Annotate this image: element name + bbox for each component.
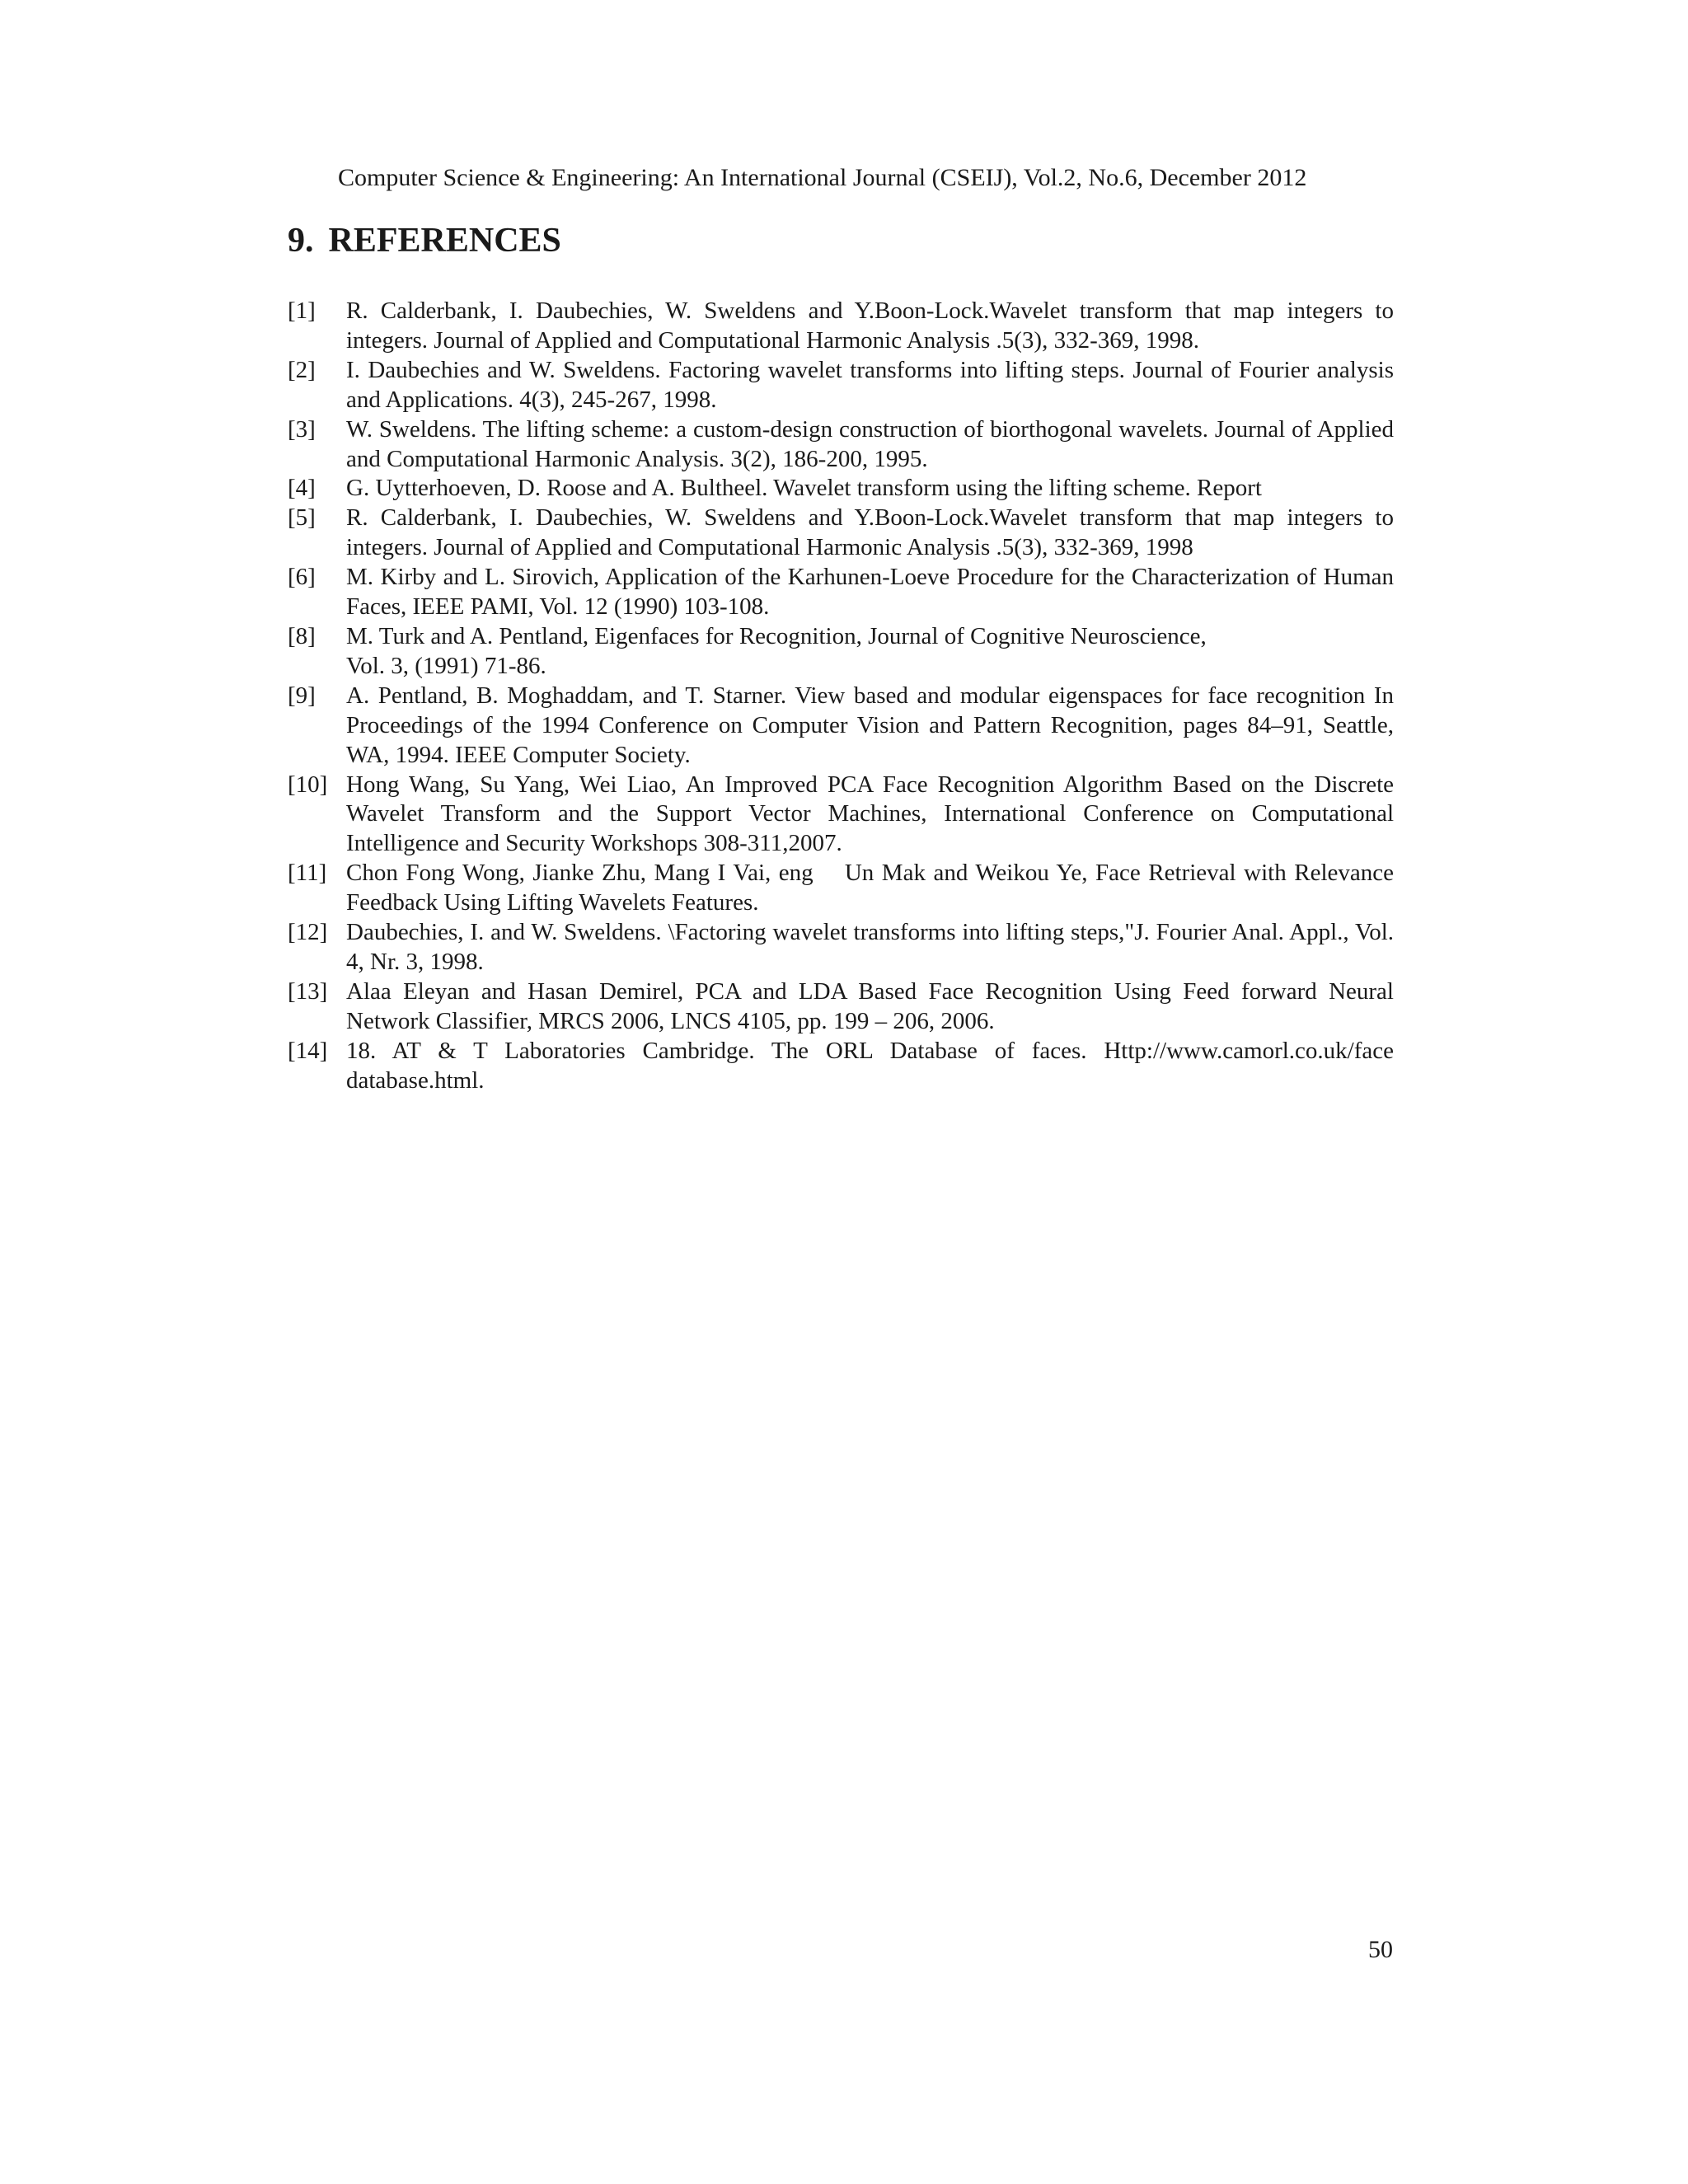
reference-label: [3]	[288, 415, 316, 443]
reference-label: [5]	[288, 504, 316, 532]
reference-text: W. Sweldens. The lifting scheme: a custom-design construction of biorthogonal wavelets. Journal of Applied and Computational Harmonic Analysis. 3(2), 186-200, 1995.	[346, 415, 1394, 472]
reference-text: Daubechies, I. and W. Sweldens. \Factoring wavelet transforms into lifting steps,"J. Fourier Anal. Appl., Vol. 4, Nr. 3, 1998.	[346, 919, 1394, 975]
running-header: Computer Science & Engineering: An International Journal (CSEIJ), Vol.2, No.6, December 2012	[338, 164, 1307, 191]
reference-item	[288, 977, 1394, 1037]
page-number: 50	[1368, 1936, 1393, 1963]
reference-text	[346, 622, 1394, 682]
reference-item	[288, 563, 1394, 622]
reference-text: Alaa Eleyan and Hasan Demirel, PCA and LDA Based Face Recognition Using Feed forward Neural Network Classifier, MRCS 2006, LNCS 4105, pp. 199 – 206, 2006.	[346, 977, 1394, 1034]
reference-label: [6]	[288, 564, 316, 591]
reference-label: [8]	[288, 622, 316, 649]
reference-label: [2]	[288, 356, 316, 383]
reference-label: [11]	[288, 860, 327, 887]
reference-item	[288, 859, 1394, 918]
reference-item	[288, 415, 1394, 475]
reference-label: [14]	[288, 1037, 328, 1064]
reference-text: R. Calderbank, I. Daubechies, W. Sweldens and Y.Boon-Lock.Wavelet transform that map integers to integers. Journal of Applied and Computational Harmonic Analysis .5(3), 332-369, 1998.	[346, 298, 1394, 354]
reference-text: A. Pentland, B. Moghaddam, and T. Starner. View based and modular eigenspaces for face recognition In Proceedings of the 1994 Conference on Computer Vision and Pattern Recognition, pages 84–91, Seattle, WA, 1994. IEEE Computer Society.	[346, 682, 1394, 768]
reference-item	[288, 504, 1394, 563]
reference-item	[288, 1037, 1394, 1096]
reference-item	[288, 682, 1394, 771]
reference-item	[288, 771, 1394, 860]
section-number: 9.	[288, 222, 314, 260]
reference-text: G. Uytterhoeven, D. Roose and A. Bultheel. Wavelet transform using the lifting scheme. Report	[346, 475, 1262, 502]
reference-item	[288, 474, 1394, 504]
reference-label: [10]	[288, 771, 328, 798]
reference-label: [12]	[288, 919, 328, 946]
section-heading	[288, 220, 561, 261]
reference-label: [1]	[288, 298, 316, 324]
reference-line: Vol. 3, (1991) 71-86.	[346, 652, 546, 679]
reference-text: 18. AT & T Laboratories Cambridge. The ORL Database of faces. Http://www.camorl.co.uk/face database.html.	[346, 1037, 1394, 1094]
reference-label: [9]	[288, 682, 316, 709]
reference-text: R. Calderbank, I. Daubechies, W. Sweldens and Y.Boon-Lock.Wavelet transform that map integers to integers. Journal of Applied and Computational Harmonic Analysis .5(3), 332-369, 1998	[346, 504, 1394, 561]
reference-item	[288, 356, 1394, 415]
reference-text: Chon Fong Wong, Jianke Zhu, Mang I Vai, eng Un Mak and Weikou Ye, Face Retrieval with Relevance Feedback Using Lifting Wavelets Features.	[346, 860, 1394, 916]
reference-label: [13]	[288, 977, 328, 1005]
reference-list	[288, 297, 1394, 1095]
section-title: REFERENCES	[328, 222, 561, 260]
reference-line: M. Turk and A. Pentland, Eigenfaces for Recognition, Journal of Cognitive Neuroscience,	[346, 622, 1207, 649]
reference-item	[288, 918, 1394, 977]
reference-text: M. Kirby and L. Sirovich, Application of the Karhunen-Loeve Procedure for the Characterization of Human Faces, IEEE PAMI, Vol. 12 (1990) 103-108.	[346, 564, 1394, 621]
reference-item	[288, 622, 1394, 682]
reference-label: [4]	[288, 475, 316, 502]
reference-item	[288, 297, 1394, 356]
reference-text: I. Daubechies and W. Sweldens. Factoring wavelet transforms into lifting steps. Journal of Fourier analysis and Applications. 4(3), 245-267, 1998.	[346, 356, 1394, 413]
reference-text: Hong Wang, Su Yang, Wei Liao, An Improved PCA Face Recognition Algorithm Based on the Discrete Wavelet Transform and the Support Vector Machines, International Conference on Computational Intelligence and Security Workshops 308-311,2007.	[346, 771, 1394, 857]
